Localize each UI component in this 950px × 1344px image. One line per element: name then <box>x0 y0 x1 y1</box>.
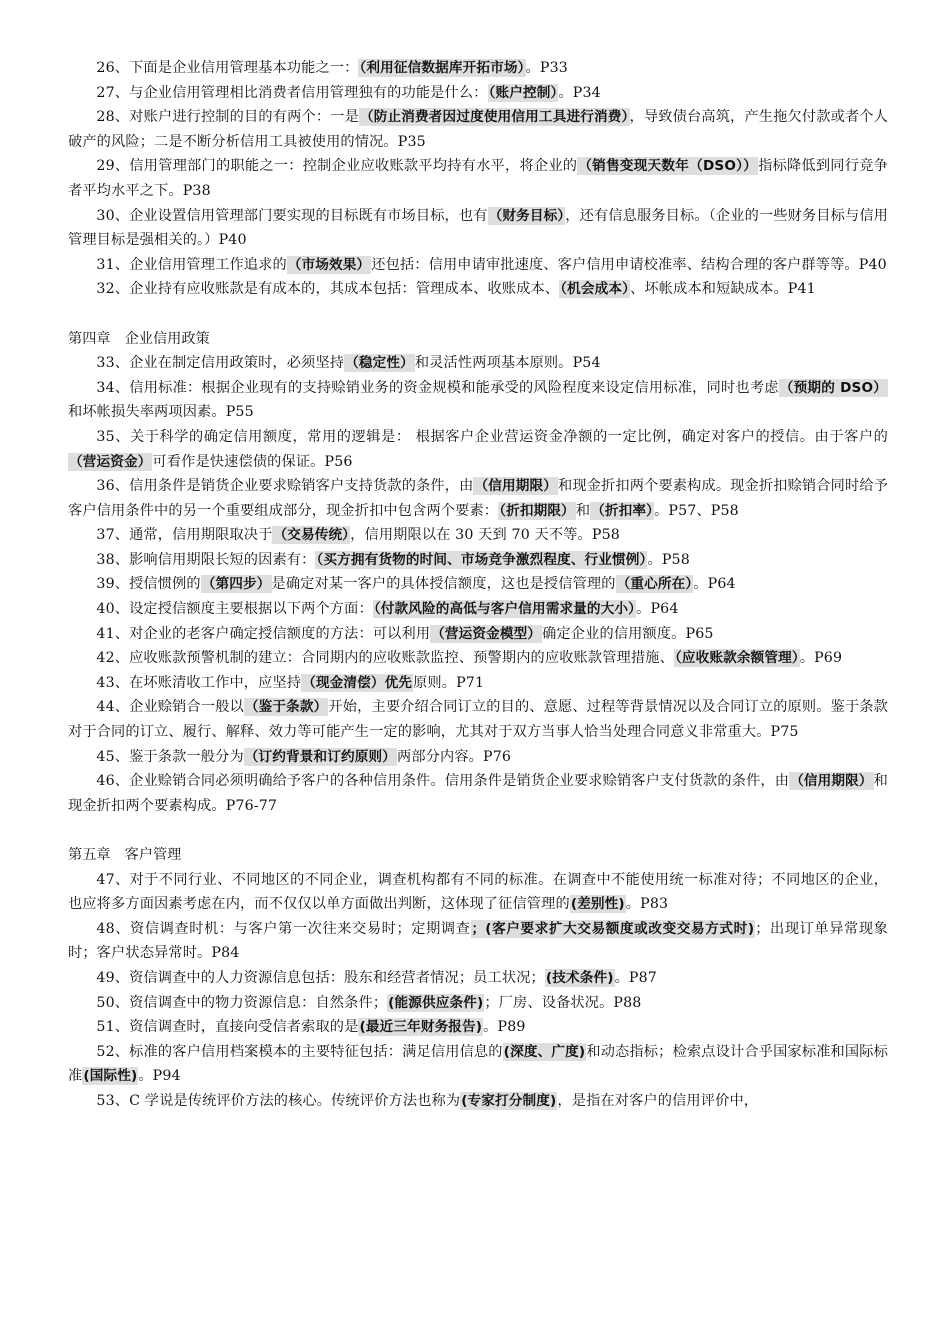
question-45 <box>68 745 888 770</box>
question-text: 53、C 学说是传统评价方法的核心。传统评价方法也称为 <box>96 1092 461 1109</box>
question-text: 和 <box>575 502 591 519</box>
question-31 <box>68 253 888 278</box>
answer-highlight: （应收账款余额管理） <box>674 650 799 667</box>
question-48 <box>68 917 888 966</box>
question-text: 开始，主要介绍合同订立的目的、意愿、过程等背景情况以及合同订立的原则。鉴于条款对于合同的订立、履行、解释、效力等可能产生一定的影响，尤其对于双方当事人恰当处理合同意义非常重大。P75 <box>68 699 888 741</box>
question-text: 39、授信惯例的 <box>96 576 201 593</box>
answer-highlight: ；(客户要求扩大交易额度或改变交易方式时) <box>471 920 755 937</box>
question-28 <box>68 105 888 154</box>
chapter-title: 企业信用政策 <box>124 330 210 347</box>
question-text: 和现金折扣两个要素构成。现金折扣赊销合同时给予客户信用条件中的另一个重要组成部分，现金折扣中包含两个要素： <box>68 478 888 519</box>
answer-highlight: （销售变现天数年（DSO）） <box>578 158 758 175</box>
answer-highlight: （买方拥有货物的时间、市场竞争激烈程度、行业惯例） <box>316 551 647 568</box>
question-36 <box>68 474 888 523</box>
question-39 <box>68 572 888 597</box>
question-29 <box>68 154 888 203</box>
question-text: 。P87 <box>614 969 657 986</box>
question-text: 50、资信调查中的物力资源信息：自然条件； <box>96 994 388 1011</box>
question-30 <box>68 204 888 253</box>
question-text: 确定企业的信用额度。P65 <box>542 625 714 642</box>
answer-highlight: (最近三年财务报告) <box>359 1019 483 1036</box>
answer-highlight: （防止消费者因过度使用信用工具进行消费） <box>359 109 629 126</box>
question-text: 。P34 <box>558 84 601 101</box>
question-text: ；出现订单异常现象时；客户状态异常时。P84 <box>68 920 888 962</box>
question-text: 原则。P71 <box>413 674 485 691</box>
question-text: 51、资信调查时，直接向受信者索取的是 <box>96 1019 359 1036</box>
question-text: 26、下面是企业信用管理基本功能之一： <box>96 60 359 76</box>
blank-line <box>68 302 888 327</box>
question-text: 。P89 <box>483 1019 526 1036</box>
question-text: 37、通常，信用期限取决于 <box>96 527 273 544</box>
question-text: 38、影响信用期限长短的因素有： <box>96 551 316 568</box>
question-43 <box>68 671 888 696</box>
question-34 <box>68 376 888 425</box>
question-text: 30、企业设置信用管理部门要实现的目标既有市场目标，也有 <box>96 207 488 224</box>
question-text: 和动态指标；检索点设计合乎国家标准和国际标准 <box>68 1043 888 1085</box>
chapter-number: 第四章 <box>68 330 111 347</box>
question-41 <box>68 622 888 647</box>
question-51 <box>68 1015 888 1040</box>
question-text: 。P94 <box>138 1068 181 1085</box>
question-text: 。P83 <box>625 896 669 913</box>
answer-highlight: （信用期限） <box>790 773 873 790</box>
question-53 <box>68 1089 888 1114</box>
question-text: 、坏帐成本和短缺成本。P41 <box>630 281 816 298</box>
question-text: 33、企业在制定信用政策时，必须坚持 <box>96 355 345 372</box>
question-text: 还包括：信用申请审批速度、客户信用申请校准率、结构合理的客户群等等。P40 <box>371 256 887 273</box>
question-text: 两部分内容。P76 <box>396 748 512 765</box>
blank-line <box>68 818 888 843</box>
question-text: 42、应收账款预警机制的建立：合同期内的应收账款监控、预警期内的应收账款管理措施、 <box>96 650 674 667</box>
question-37 <box>68 523 888 548</box>
question-text: 41、对企业的老客户确定授信额度的方法：可以利用 <box>96 625 431 642</box>
chapter-number: 第五章 <box>68 847 111 863</box>
answer-highlight: （营运资金模型） <box>431 625 542 642</box>
answer-highlight: (能源供应条件) <box>388 994 484 1011</box>
question-text: ，信用期限以在 30 天到 70 天不等。P58 <box>350 527 620 544</box>
question-text: 45、鉴于条款一般分为 <box>96 748 244 765</box>
answer-highlight: （付款风险的高低与客户信用需求量的大小） <box>373 601 636 618</box>
question-text: ，还有信息服务目标。（企业的一些财务目标与信用管理目标是强相关的。）P40 <box>68 207 888 249</box>
question-32 <box>68 277 888 302</box>
answer-highlight: (技术条件) <box>545 969 614 986</box>
answer-highlight: （折扣期限） <box>499 502 575 519</box>
question-text: 和灵活性两项基本原则。P54 <box>414 355 601 372</box>
answer-highlight: (国际性) <box>83 1068 138 1085</box>
answer-highlight: （机会成本） <box>560 281 630 298</box>
answer-highlight: （财务目标） <box>488 207 565 224</box>
answer-highlight: （利用征信数据库开拓市场） <box>359 60 525 76</box>
question-text: 。P57、P58 <box>654 502 739 519</box>
chapter-heading <box>68 327 888 352</box>
question-50 <box>68 991 888 1016</box>
question-text: ，导致债台高筑，产生拖欠付款或者个人破产的风险；二是不断分析信用工具被使用的情况。P35 <box>68 109 889 150</box>
question-49 <box>68 966 888 991</box>
chapter-heading <box>68 843 888 868</box>
question-text: 48、资信调查时机：与客户第一次往来交易时；定期调查 <box>96 920 471 937</box>
answer-highlight: （重心所在） <box>616 576 693 593</box>
answer-highlight: (深度、广度) <box>503 1043 586 1060</box>
question-text: 。P58 <box>647 551 690 568</box>
question-26 <box>68 56 888 81</box>
question-text: 32、企业持有应收账款是有成本的，其成本包括：管理成本、收账成本、 <box>96 281 560 298</box>
answer-highlight: （信用期限） <box>474 478 557 495</box>
question-text: 。P33 <box>525 60 568 76</box>
question-text: 43、在坏账清收工作中，应坚持 <box>96 674 302 691</box>
answer-highlight: （预期的 DSO） <box>779 379 887 396</box>
question-33 <box>68 351 888 376</box>
answer-highlight: （市场效果） <box>287 256 371 273</box>
question-47 <box>68 868 888 917</box>
answer-highlight: （营运资金） <box>69 453 152 470</box>
question-text: 指标降低到同行竞争者平均水平之下。P38 <box>68 158 888 199</box>
question-46 <box>68 769 888 818</box>
question-text: 46、企业赊销合同必须明确给予客户的各种信用条件。信用条件是销货企业要求赊销客户支付货款的条件，由 <box>96 773 790 790</box>
question-text: 49、资信调查中的人力资源信息包括：股东和经营者情况；员工状况； <box>96 969 545 986</box>
question-text: 27、与企业信用管理相比消费者信用管理独有的功能是什么： <box>96 84 488 101</box>
answer-highlight: （稳定性） <box>345 355 414 372</box>
question-text: 36、信用条件是销货企业要求赊销客户支持货款的条件，由 <box>96 478 474 495</box>
question-27 <box>68 81 888 106</box>
answer-highlight: （第四步） <box>201 576 271 593</box>
question-42 <box>68 646 888 671</box>
answer-highlight: （账户控制） <box>488 84 558 101</box>
question-text: 28、对账户进行控制的目的有两个：一是 <box>96 109 359 126</box>
question-text: 47、对于不同行业、不同地区的不同企业，调查机构都有不同的标准。在调查中不能使用统一标准对待；不同地区的企业，也应将多方面因素考虑在内，而不仅仅以单方面做出判断，这体现了征信管理的 <box>68 871 888 913</box>
answer-highlight: （鉴于条款） <box>244 699 328 716</box>
question-text: 。P64 <box>636 601 679 618</box>
question-35 <box>68 425 888 474</box>
question-text: 可看作是快速偿债的保证。P56 <box>152 453 353 470</box>
answer-highlight: （现金清偿）优先 <box>302 674 413 691</box>
question-text: 是确定对某一客户的具体授信额度，这也是授信管理的 <box>271 576 616 593</box>
question-text: 31、企业信用管理工作追求的 <box>96 256 287 273</box>
question-text: 52、标准的客户信用档案模本的主要特征包括：满足信用信息的 <box>96 1043 503 1060</box>
question-52 <box>68 1040 888 1089</box>
question-text: 40、设定授信额度主要根据以下两个方面： <box>96 601 373 618</box>
question-text: ；厂房、设备状况。P88 <box>484 994 642 1011</box>
question-40 <box>68 597 888 622</box>
question-44 <box>68 695 888 744</box>
chapter-title: 客户管理 <box>124 847 182 863</box>
answer-highlight: (差别性) <box>570 896 625 913</box>
question-38 <box>68 548 888 573</box>
question-text: 35、关于科学的确定信用额度，常用的逻辑是： 根据客户企业营运资金净额的一定比例，确定对客户的授信。由于客户的 <box>96 428 888 445</box>
question-text: 34、信用标准：根据企业现有的支持赊销业务的资金规模和能承受的风险程度来设定信用标准，同时也考虑 <box>96 379 779 396</box>
question-text: 。P69 <box>799 650 843 667</box>
question-text: 和坏帐损失率两项因素。P55 <box>68 404 254 421</box>
question-text: 和现金折扣两个要素构成。P76-77 <box>68 773 888 814</box>
answer-highlight: （折扣率） <box>591 502 654 519</box>
answer-highlight: （订约背景和订约原则） <box>244 748 396 765</box>
question-text: 29、信用管理部门的职能之一：控制企业应收账款平均持有水平，将企业的 <box>96 158 578 175</box>
question-text: ，是指在对客户的信用评价中， <box>557 1092 759 1109</box>
question-text: 。P64 <box>693 576 736 593</box>
answer-highlight: （交易传统） <box>273 527 350 544</box>
answer-highlight: (专家打分制度) <box>461 1092 557 1109</box>
question-text: 44、企业赊销合一般以 <box>96 699 244 716</box>
